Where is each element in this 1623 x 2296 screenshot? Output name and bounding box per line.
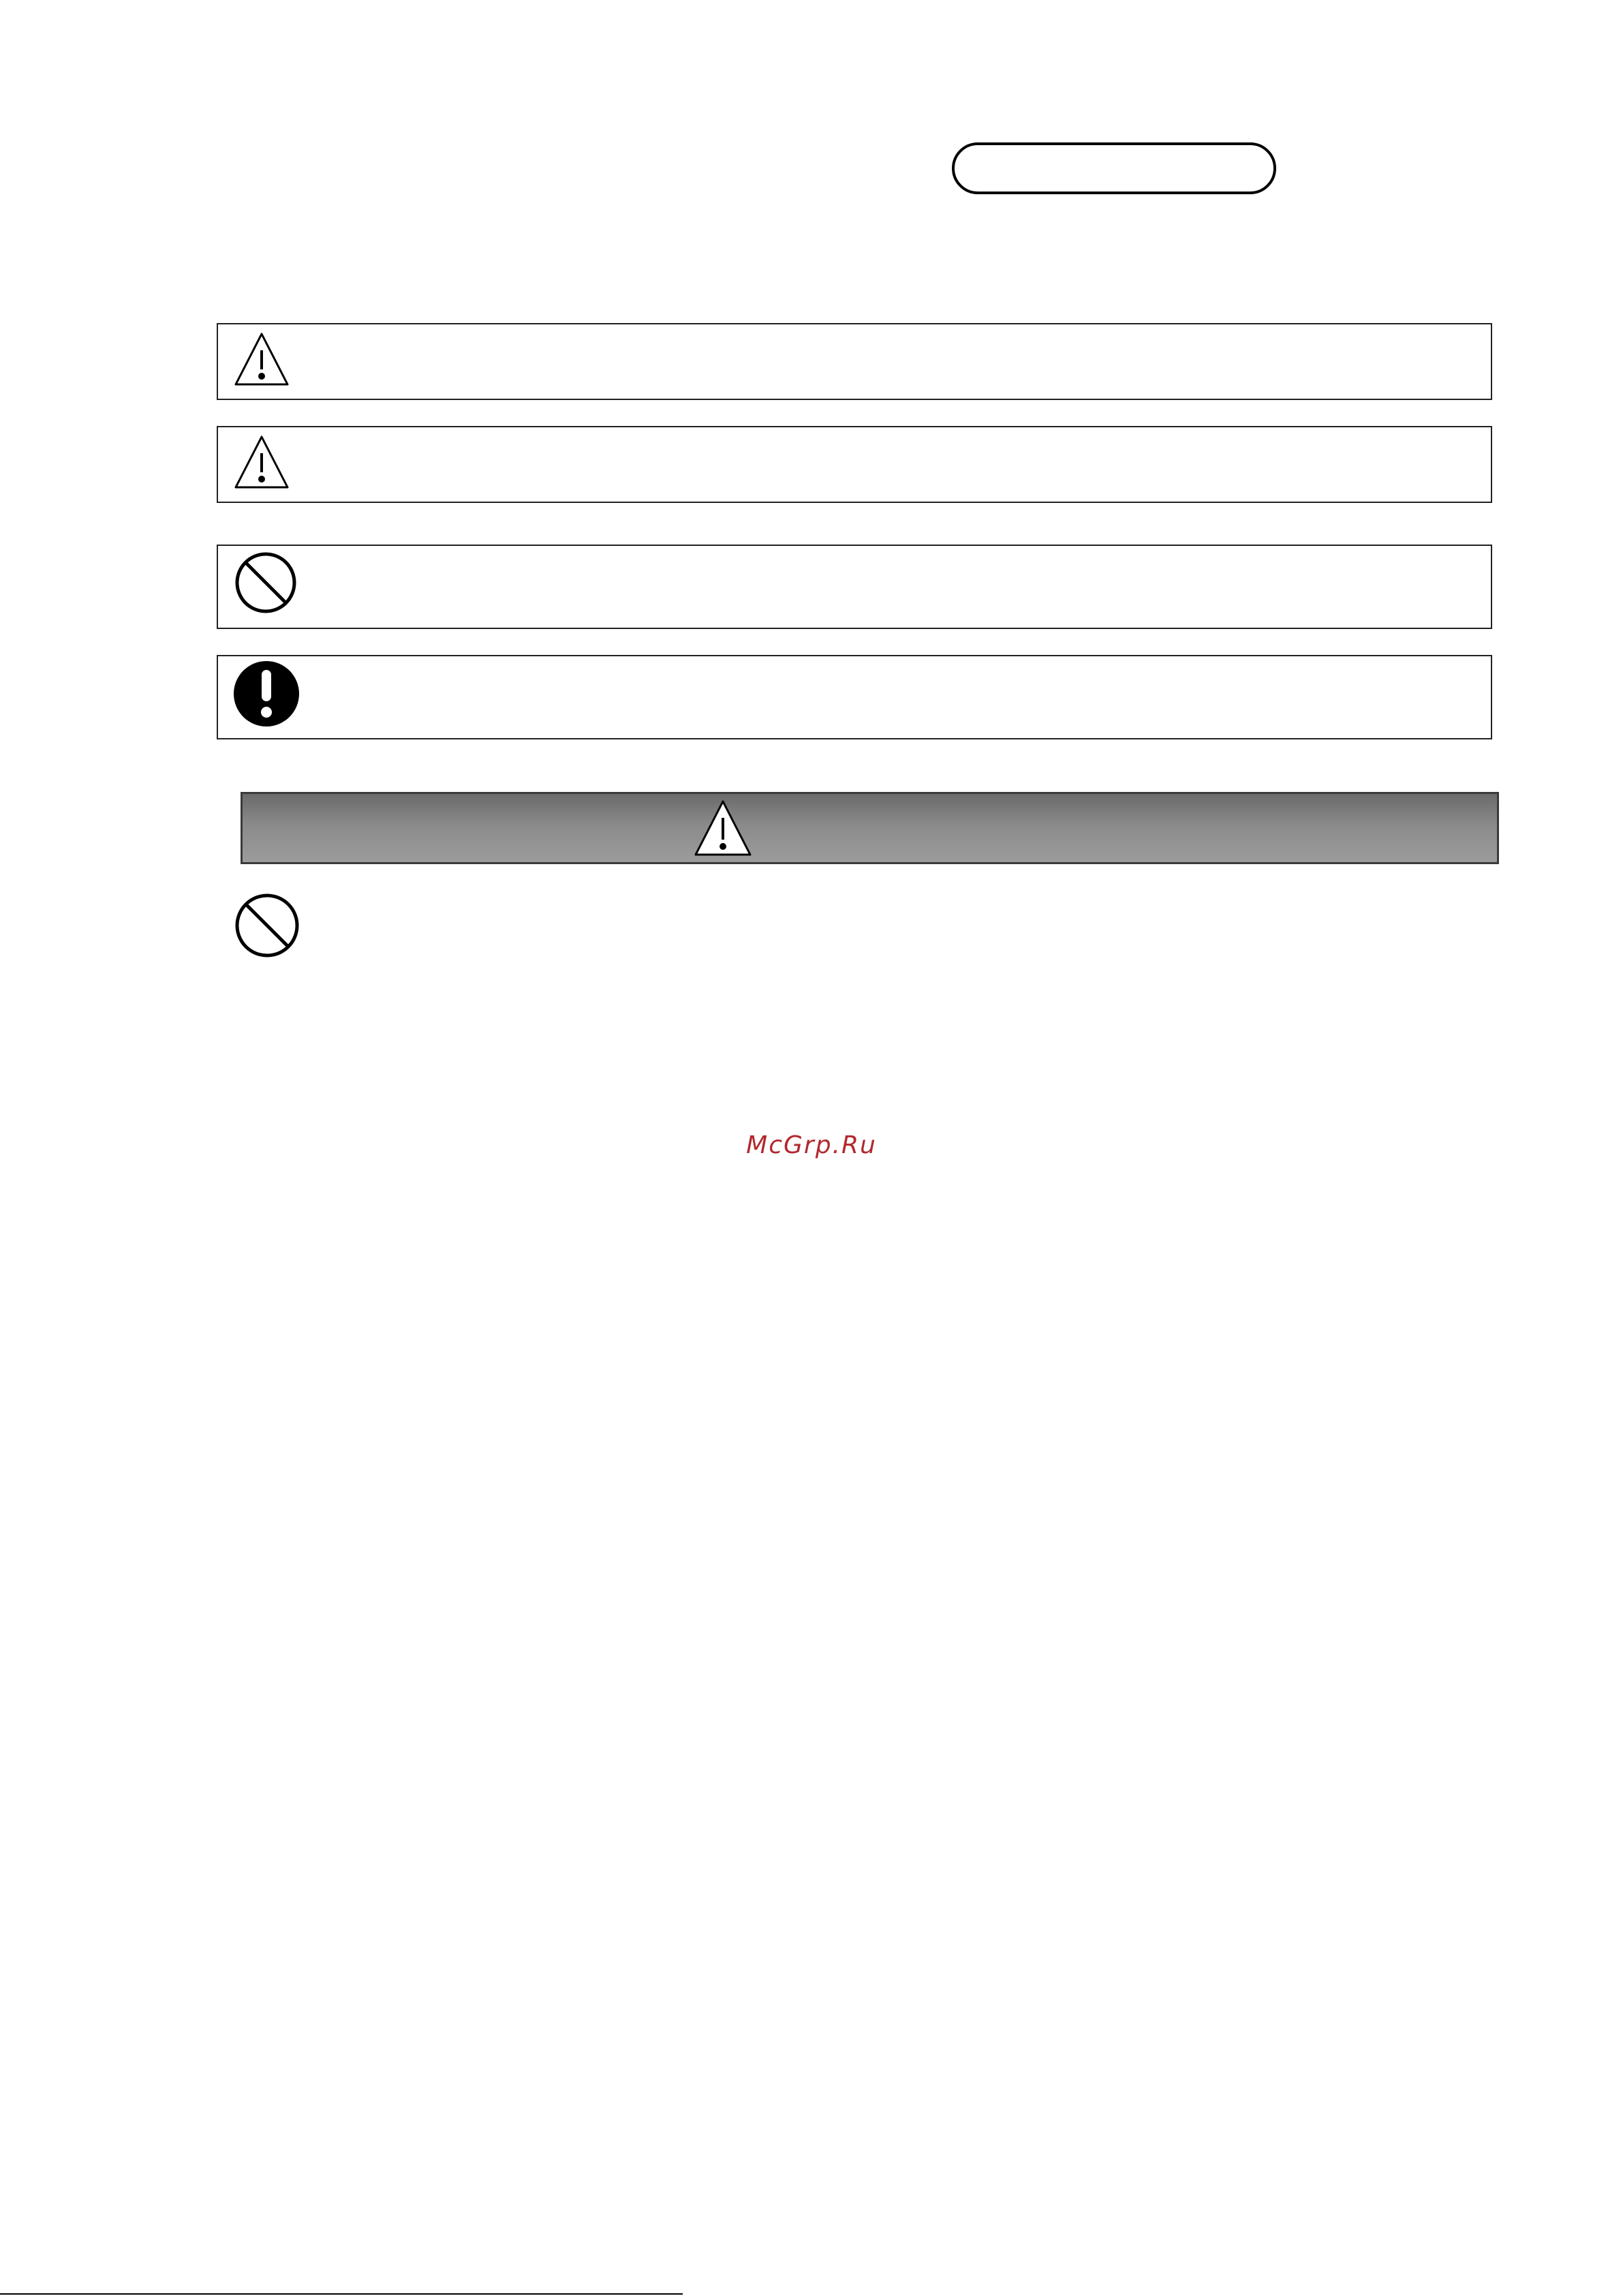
warning-section-banner (241, 792, 1499, 864)
symbol-legend-warning (217, 323, 1492, 400)
footnote-divider (0, 2293, 683, 2295)
symbol-legend-mandatory (217, 655, 1492, 739)
prohibition-icon (233, 550, 298, 615)
warning-item (233, 891, 301, 960)
caution-triangle-icon (233, 434, 290, 491)
page-title-badge (952, 142, 1276, 194)
warning-triangle-icon (233, 331, 290, 388)
symbol-legend-prohibition (217, 545, 1492, 629)
symbol-legend-caution (217, 426, 1492, 503)
prohibition-icon (233, 891, 301, 960)
warning-triangle-icon (693, 799, 753, 857)
watermark: McGrp.Ru (746, 1131, 877, 1159)
mandatory-action-icon (232, 659, 301, 729)
